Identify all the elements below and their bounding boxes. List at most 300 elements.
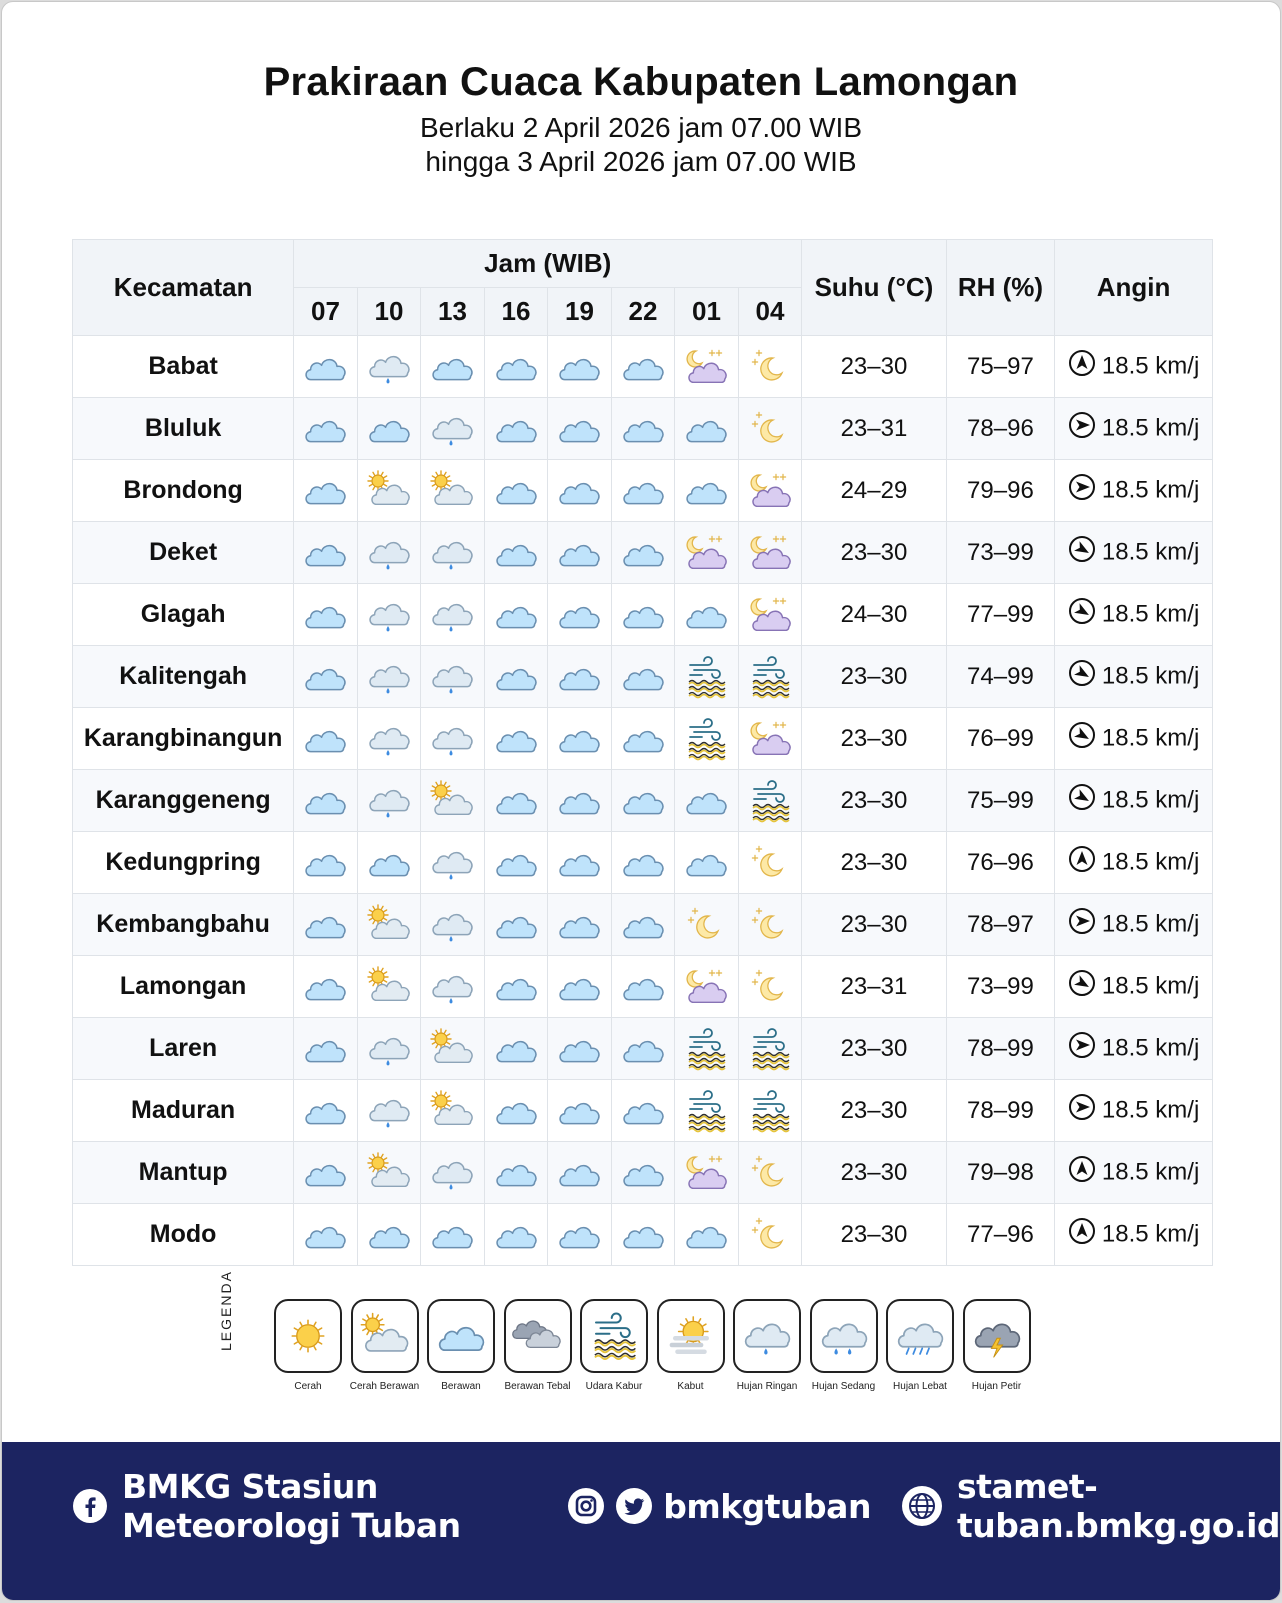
- berawan-icon: [294, 407, 357, 451]
- weather-cell: [421, 398, 485, 460]
- header-angin: Angin: [1055, 240, 1213, 336]
- suhu-value: 23–30: [802, 770, 946, 832]
- kabur-icon: [675, 1027, 738, 1071]
- angin-cell: [1055, 584, 1213, 646]
- table-row: [73, 1142, 1213, 1204]
- weather-cell: [294, 832, 358, 894]
- hujan-lebat-icon: [886, 1299, 954, 1373]
- weather-cell: [611, 398, 675, 460]
- weather-cell: [738, 646, 802, 708]
- weather-cell: [294, 398, 358, 460]
- hujan-icon: [358, 1027, 421, 1071]
- weather-cell: [357, 460, 421, 522]
- weather-cell: [611, 1142, 675, 1204]
- hujan-icon: [421, 841, 484, 885]
- kecamatan-name: Mantup: [73, 1142, 294, 1204]
- facebook-name[interactable]: BMKG Stasiun Meteorologi Tuban: [122, 1467, 461, 1545]
- hujan-icon: [421, 717, 484, 761]
- suhu-value: 23–30: [802, 1204, 946, 1266]
- table-row: [73, 584, 1213, 646]
- cerah-berawan-icon: [358, 903, 421, 947]
- legend-item: [423, 1299, 499, 1392]
- berawan-icon: [548, 841, 611, 885]
- berawan-icon: [612, 1151, 675, 1195]
- berawan-icon: [294, 903, 357, 947]
- berawan-icon: [485, 1089, 548, 1133]
- weather-cell: [357, 522, 421, 584]
- kabur-icon: [739, 1027, 802, 1071]
- weather-cell: [548, 832, 612, 894]
- wind-speed: 18.5 km/j: [1101, 724, 1200, 752]
- berawan-icon: [548, 345, 611, 389]
- wind-direction-icon: [1068, 411, 1096, 446]
- rh-value: 78–96: [946, 398, 1055, 460]
- berawan-icon: [485, 903, 548, 947]
- hujan-icon: [358, 779, 421, 823]
- berawan-icon: [358, 841, 421, 885]
- rh-value: 73–99: [946, 522, 1055, 584]
- berawan-icon: [421, 345, 484, 389]
- berawan-icon: [294, 779, 357, 823]
- weather-cell: [738, 832, 802, 894]
- cerah-berawan-icon: [421, 779, 484, 823]
- berawan-icon: [485, 531, 548, 575]
- weather-cell: [548, 336, 612, 398]
- legend-label: LEGENDA: [218, 1270, 234, 1351]
- hour-header: 10: [357, 288, 421, 336]
- table-row: [73, 1204, 1213, 1266]
- legend-item: [653, 1299, 729, 1392]
- suhu-value: 23–30: [802, 336, 946, 398]
- hujan-icon: [421, 407, 484, 451]
- cerah-berawan-icon: [358, 965, 421, 1009]
- berawan-icon: [612, 345, 675, 389]
- wind-direction-icon: [1068, 1155, 1096, 1190]
- weather-cell: [294, 1018, 358, 1080]
- rh-value: 73–99: [946, 956, 1055, 1018]
- weather-cell: [548, 522, 612, 584]
- rh-value: 79–96: [946, 460, 1055, 522]
- berawan-icon: [294, 1151, 357, 1195]
- weather-cell: [611, 584, 675, 646]
- weather-cell: [294, 708, 358, 770]
- berawan-icon: [485, 655, 548, 699]
- wind-direction-icon: [1068, 969, 1096, 1004]
- header-suhu: Suhu (°C): [802, 240, 946, 336]
- rh-value: 74–99: [946, 646, 1055, 708]
- wind-direction-icon: [1068, 721, 1096, 756]
- legend: [218, 1270, 1042, 1399]
- weather-cell: [357, 584, 421, 646]
- weather-cell: [421, 832, 485, 894]
- hujan-icon: [421, 531, 484, 575]
- berawan-icon: [485, 841, 548, 885]
- kecamatan-name: Karangbinangun: [73, 708, 294, 770]
- kabur-icon: [580, 1299, 648, 1373]
- globe-icon[interactable]: [901, 1485, 943, 1527]
- wind-speed: 18.5 km/j: [1101, 1034, 1200, 1062]
- hujan-icon: [421, 655, 484, 699]
- table-row: [73, 956, 1213, 1018]
- hour-header: 07: [294, 288, 358, 336]
- berawan-icon: [612, 965, 675, 1009]
- weather-cell: [675, 956, 739, 1018]
- social-handle[interactable]: bmkgtuban: [663, 1486, 871, 1526]
- malam-cerah-icon: [739, 965, 802, 1009]
- suhu-value: 23–31: [802, 398, 946, 460]
- forecast-table: [72, 239, 1213, 1266]
- berawan-icon: [485, 717, 548, 761]
- weather-cell: [611, 646, 675, 708]
- kecamatan-name: Maduran: [73, 1080, 294, 1142]
- berawan-icon: [548, 903, 611, 947]
- berawan-icon: [294, 1213, 357, 1257]
- weather-cell: [357, 708, 421, 770]
- berawan-icon: [294, 841, 357, 885]
- weather-cell: [548, 1204, 612, 1266]
- legend-item: [882, 1299, 958, 1392]
- wind-speed: 18.5 km/j: [1101, 848, 1200, 876]
- legend-item: [806, 1299, 882, 1392]
- malam-berawan-icon: [739, 593, 802, 637]
- weather-cell: [611, 894, 675, 956]
- berawan-icon: [612, 655, 675, 699]
- weather-cell: [611, 956, 675, 1018]
- malam-cerah-icon: [739, 407, 802, 451]
- rh-value: 76–96: [946, 832, 1055, 894]
- weather-cell: [675, 1204, 739, 1266]
- berawan-icon: [485, 593, 548, 637]
- weather-cell: [611, 460, 675, 522]
- rh-value: 77–96: [946, 1204, 1055, 1266]
- berawan-icon: [548, 779, 611, 823]
- weather-cell: [484, 894, 548, 956]
- berawan-icon: [548, 717, 611, 761]
- angin-cell: [1055, 1018, 1213, 1080]
- weather-cell: [548, 956, 612, 1018]
- kabur-icon: [739, 779, 802, 823]
- weather-cell: [421, 708, 485, 770]
- berawan-icon: [294, 469, 357, 513]
- wind-speed: 18.5 km/j: [1101, 538, 1200, 566]
- berawan-icon: [485, 965, 548, 1009]
- berawan-icon: [612, 1027, 675, 1071]
- instagram-icon[interactable]: [567, 1487, 605, 1525]
- berawan-icon: [485, 345, 548, 389]
- weather-cell: [548, 894, 612, 956]
- suhu-value: 23–30: [802, 522, 946, 584]
- wind-speed: 18.5 km/j: [1101, 972, 1200, 1000]
- weather-cell: [421, 646, 485, 708]
- weather-cell: [357, 1018, 421, 1080]
- table-row: [73, 1018, 1213, 1080]
- weather-cell: [548, 584, 612, 646]
- legend-item-label: Kabut: [677, 1381, 704, 1392]
- wind-speed: 18.5 km/j: [1101, 1220, 1200, 1248]
- weather-cell: [294, 1204, 358, 1266]
- kecamatan-name: Karanggeneng: [73, 770, 294, 832]
- berawan-icon: [548, 1151, 611, 1195]
- berawan-icon: [485, 407, 548, 451]
- weather-cell: [357, 336, 421, 398]
- berawan-icon: [548, 965, 611, 1009]
- hujan-petir-icon: [963, 1299, 1031, 1373]
- hujan-icon: [358, 655, 421, 699]
- cerah-berawan-icon: [358, 1151, 421, 1195]
- page-title: Prakiraan Cuaca Kabupaten Lamongan: [263, 60, 1019, 104]
- weather-cell: [484, 584, 548, 646]
- malam-cerah-icon: [739, 1151, 802, 1195]
- weather-cell: [357, 1204, 421, 1266]
- wind-speed: 18.5 km/j: [1101, 476, 1200, 504]
- legend-item-label: Hujan Ringan: [736, 1381, 798, 1392]
- malam-berawan-icon: [739, 469, 802, 513]
- suhu-value: 24–29: [802, 460, 946, 522]
- weather-cell: [357, 646, 421, 708]
- kecamatan-name: Kedungpring: [73, 832, 294, 894]
- suhu-value: 23–30: [802, 1080, 946, 1142]
- website-link[interactable]: stamet-tuban.bmkg.go.id: [956, 1467, 1281, 1545]
- footer: [2, 1442, 1280, 1601]
- weather-cell: [421, 1080, 485, 1142]
- header-jam: Jam (WIB): [294, 240, 802, 288]
- weather-cell: [675, 646, 739, 708]
- berawan-icon: [675, 593, 738, 637]
- legend-item-label: Cerah: [294, 1381, 322, 1392]
- legend-item-label: Hujan Sedang: [811, 1381, 876, 1392]
- malam-berawan-icon: [675, 1151, 738, 1195]
- weather-cell: [548, 1142, 612, 1204]
- rh-value: 75–97: [946, 336, 1055, 398]
- kabur-icon: [739, 655, 802, 699]
- berawan-icon: [294, 717, 357, 761]
- kecamatan-name: Modo: [73, 1204, 294, 1266]
- weather-cell: [421, 1204, 485, 1266]
- suhu-value: 23–30: [802, 832, 946, 894]
- weather-cell: [675, 832, 739, 894]
- malam-cerah-icon: [739, 1213, 802, 1257]
- weather-cell: [421, 1142, 485, 1204]
- suhu-value: 23–30: [802, 708, 946, 770]
- berawan-icon: [294, 531, 357, 575]
- weather-cell: [421, 1018, 485, 1080]
- berawan-icon: [358, 407, 421, 451]
- wind-direction-icon: [1068, 845, 1096, 880]
- weather-cell: [611, 1080, 675, 1142]
- weather-cell: [484, 708, 548, 770]
- wind-speed: 18.5 km/j: [1101, 662, 1200, 690]
- kabut-icon: [657, 1299, 725, 1373]
- weather-cell: [357, 956, 421, 1018]
- validity-start: Berlaku 2 April 2026 jam 07.00 WIB: [419, 112, 862, 143]
- berawan-icon: [485, 1213, 548, 1257]
- hujan-icon: [421, 965, 484, 1009]
- weather-cell: [611, 1204, 675, 1266]
- berawan-tebal-icon: [504, 1299, 572, 1373]
- kabur-icon: [675, 717, 738, 761]
- hujan-icon: [421, 903, 484, 947]
- wind-speed: 18.5 km/j: [1101, 1158, 1200, 1186]
- berawan-icon: [548, 655, 611, 699]
- weather-cell: [548, 708, 612, 770]
- berawan-icon: [358, 1213, 421, 1257]
- angin-cell: [1055, 398, 1213, 460]
- hour-header: 13: [421, 288, 485, 336]
- validity-end: hingga 3 April 2026 jam 07.00 WIB: [425, 146, 857, 177]
- table-row: [73, 770, 1213, 832]
- angin-cell: [1055, 770, 1213, 832]
- weather-cell: [675, 894, 739, 956]
- weather-cell: [738, 708, 802, 770]
- berawan-icon: [485, 779, 548, 823]
- weather-cell: [675, 584, 739, 646]
- berawan-icon: [612, 1089, 675, 1133]
- berawan-icon: [612, 1213, 675, 1257]
- hour-header: 16: [484, 288, 548, 336]
- weather-cell: [484, 460, 548, 522]
- angin-cell: [1055, 460, 1213, 522]
- berawan-icon: [427, 1299, 495, 1373]
- angin-cell: [1055, 336, 1213, 398]
- weather-cell: [357, 894, 421, 956]
- weather-cell: [294, 894, 358, 956]
- weather-cell: [294, 1080, 358, 1142]
- weather-cell: [484, 1018, 548, 1080]
- weather-cell: [357, 770, 421, 832]
- weather-cell: [484, 646, 548, 708]
- legend-item: [500, 1299, 576, 1392]
- rh-value: 78–97: [946, 894, 1055, 956]
- twitter-icon[interactable]: [615, 1487, 653, 1525]
- facebook-icon[interactable]: [72, 1488, 108, 1524]
- berawan-icon: [612, 779, 675, 823]
- malam-berawan-icon: [675, 345, 738, 389]
- berawan-icon: [548, 407, 611, 451]
- kabur-icon: [675, 1089, 738, 1133]
- weather-cell: [738, 770, 802, 832]
- hujan-icon: [358, 345, 421, 389]
- cerah-icon: [274, 1299, 342, 1373]
- weather-cell: [357, 832, 421, 894]
- weather-cell: [675, 708, 739, 770]
- weather-cell: [421, 336, 485, 398]
- weather-cell: [738, 956, 802, 1018]
- berawan-icon: [548, 1027, 611, 1071]
- weather-cell: [738, 336, 802, 398]
- legend-item-label: Cerah Berawan: [349, 1381, 420, 1392]
- weather-cell: [484, 522, 548, 584]
- hujan-icon: [358, 1089, 421, 1133]
- legend-item-label: Berawan Tebal: [504, 1381, 571, 1392]
- header-kecamatan: Kecamatan: [73, 240, 294, 336]
- rh-value: 78–99: [946, 1080, 1055, 1142]
- weather-cell: [738, 1142, 802, 1204]
- berawan-icon: [485, 469, 548, 513]
- weather-cell: [548, 646, 612, 708]
- hour-header: 19: [548, 288, 612, 336]
- kecamatan-name: Deket: [73, 522, 294, 584]
- weather-cell: [484, 1142, 548, 1204]
- wind-direction-icon: [1068, 1031, 1096, 1066]
- weather-cell: [484, 336, 548, 398]
- wind-speed: 18.5 km/j: [1101, 1096, 1200, 1124]
- weather-cell: [675, 1080, 739, 1142]
- rh-value: 76–99: [946, 708, 1055, 770]
- suhu-value: 23–30: [802, 894, 946, 956]
- hour-header: 01: [675, 288, 739, 336]
- rh-value: 79–98: [946, 1142, 1055, 1204]
- legend-item: [729, 1299, 805, 1392]
- weather-cell: [294, 522, 358, 584]
- weather-cell: [294, 770, 358, 832]
- weather-cell: [548, 1080, 612, 1142]
- suhu-value: 23–30: [802, 1018, 946, 1080]
- kecamatan-name: Babat: [73, 336, 294, 398]
- berawan-icon: [548, 531, 611, 575]
- berawan-icon: [294, 593, 357, 637]
- hujan-icon: [421, 593, 484, 637]
- berawan-icon: [612, 841, 675, 885]
- suhu-value: 23–30: [802, 646, 946, 708]
- wind-speed: 18.5 km/j: [1101, 910, 1200, 938]
- berawan-icon: [421, 1213, 484, 1257]
- kecamatan-name: Laren: [73, 1018, 294, 1080]
- hour-header: 22: [611, 288, 675, 336]
- weather-cell: [294, 646, 358, 708]
- weather-cell: [738, 1018, 802, 1080]
- berawan-icon: [548, 1089, 611, 1133]
- weather-cell: [738, 1204, 802, 1266]
- berawan-icon: [675, 1213, 738, 1257]
- malam-cerah-icon: [739, 903, 802, 947]
- berawan-icon: [675, 469, 738, 513]
- weather-cell: [421, 770, 485, 832]
- weather-cell: [357, 398, 421, 460]
- weather-cell: [738, 460, 802, 522]
- berawan-icon: [612, 531, 675, 575]
- malam-berawan-icon: [675, 531, 738, 575]
- weather-cell: [548, 460, 612, 522]
- berawan-icon: [294, 1089, 357, 1133]
- legend-item-label: Hujan Petir: [971, 1381, 1022, 1392]
- kecamatan-name: Bluluk: [73, 398, 294, 460]
- hujan-icon: [421, 1151, 484, 1195]
- wind-direction-icon: [1068, 659, 1096, 694]
- weather-cell: [357, 1080, 421, 1142]
- malam-cerah-icon: [739, 841, 802, 885]
- legend-item: [270, 1299, 346, 1392]
- berawan-icon: [294, 1027, 357, 1071]
- malam-berawan-icon: [675, 965, 738, 1009]
- legend-item: [347, 1299, 423, 1392]
- legend-item-label: Berawan: [441, 1381, 481, 1392]
- cerah-berawan-icon: [421, 1027, 484, 1071]
- weather-cell: [611, 522, 675, 584]
- kecamatan-name: Kembangbahu: [73, 894, 294, 956]
- wind-direction-icon: [1068, 349, 1096, 384]
- table-row: [73, 336, 1213, 398]
- kabur-icon: [739, 1089, 802, 1133]
- legend-item-label: Udara Kabur: [585, 1381, 643, 1392]
- hujan-icon: [358, 531, 421, 575]
- wind-speed: 18.5 km/j: [1101, 600, 1200, 628]
- weather-cell: [484, 956, 548, 1018]
- berawan-icon: [294, 655, 357, 699]
- berawan-icon: [548, 1213, 611, 1257]
- weather-cell: [611, 832, 675, 894]
- berawan-icon: [612, 469, 675, 513]
- cerah-berawan-icon: [421, 469, 484, 513]
